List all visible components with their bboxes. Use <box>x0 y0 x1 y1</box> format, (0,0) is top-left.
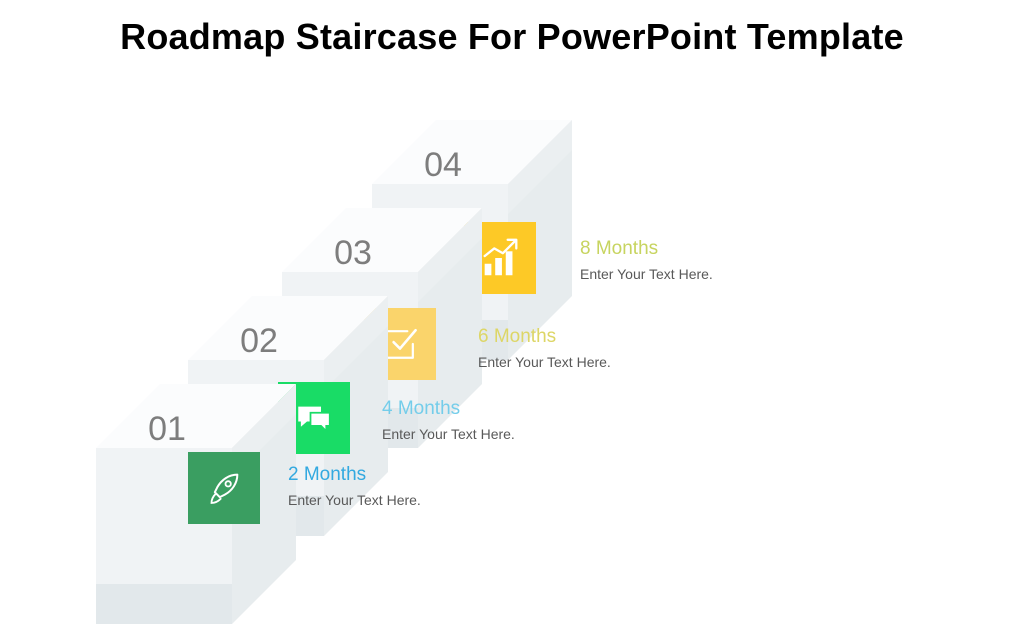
step-3-number: 03 <box>334 234 372 272</box>
step-2-label <box>382 398 642 442</box>
chat-bubbles-icon <box>293 397 335 439</box>
step-2-title: 4 Months <box>382 398 461 419</box>
step-1-label <box>288 464 548 508</box>
step-1-number: 01 <box>148 410 186 448</box>
step-3-title: 6 Months <box>478 326 557 347</box>
step-4-description: Enter Your Text Here. <box>580 266 713 282</box>
step-4-number: 04 <box>424 146 462 184</box>
step-4-title: 8 Months <box>580 238 659 259</box>
step-1-icon-tile[interactable] <box>188 452 260 524</box>
step-2-description: Enter Your Text Here. <box>382 426 515 442</box>
step-3-description: Enter Your Text Here. <box>478 354 611 370</box>
step-4-label <box>580 238 840 282</box>
rocket-icon <box>204 468 244 508</box>
step-1-description: Enter Your Text Here. <box>288 492 421 508</box>
bar-chart-growth-icon <box>477 235 523 281</box>
step-1-title: 2 Months <box>288 464 367 485</box>
step-2-number: 02 <box>240 322 278 360</box>
step-3-label <box>478 326 738 370</box>
page-title: Roadmap Staircase For PowerPoint Template <box>120 16 904 57</box>
